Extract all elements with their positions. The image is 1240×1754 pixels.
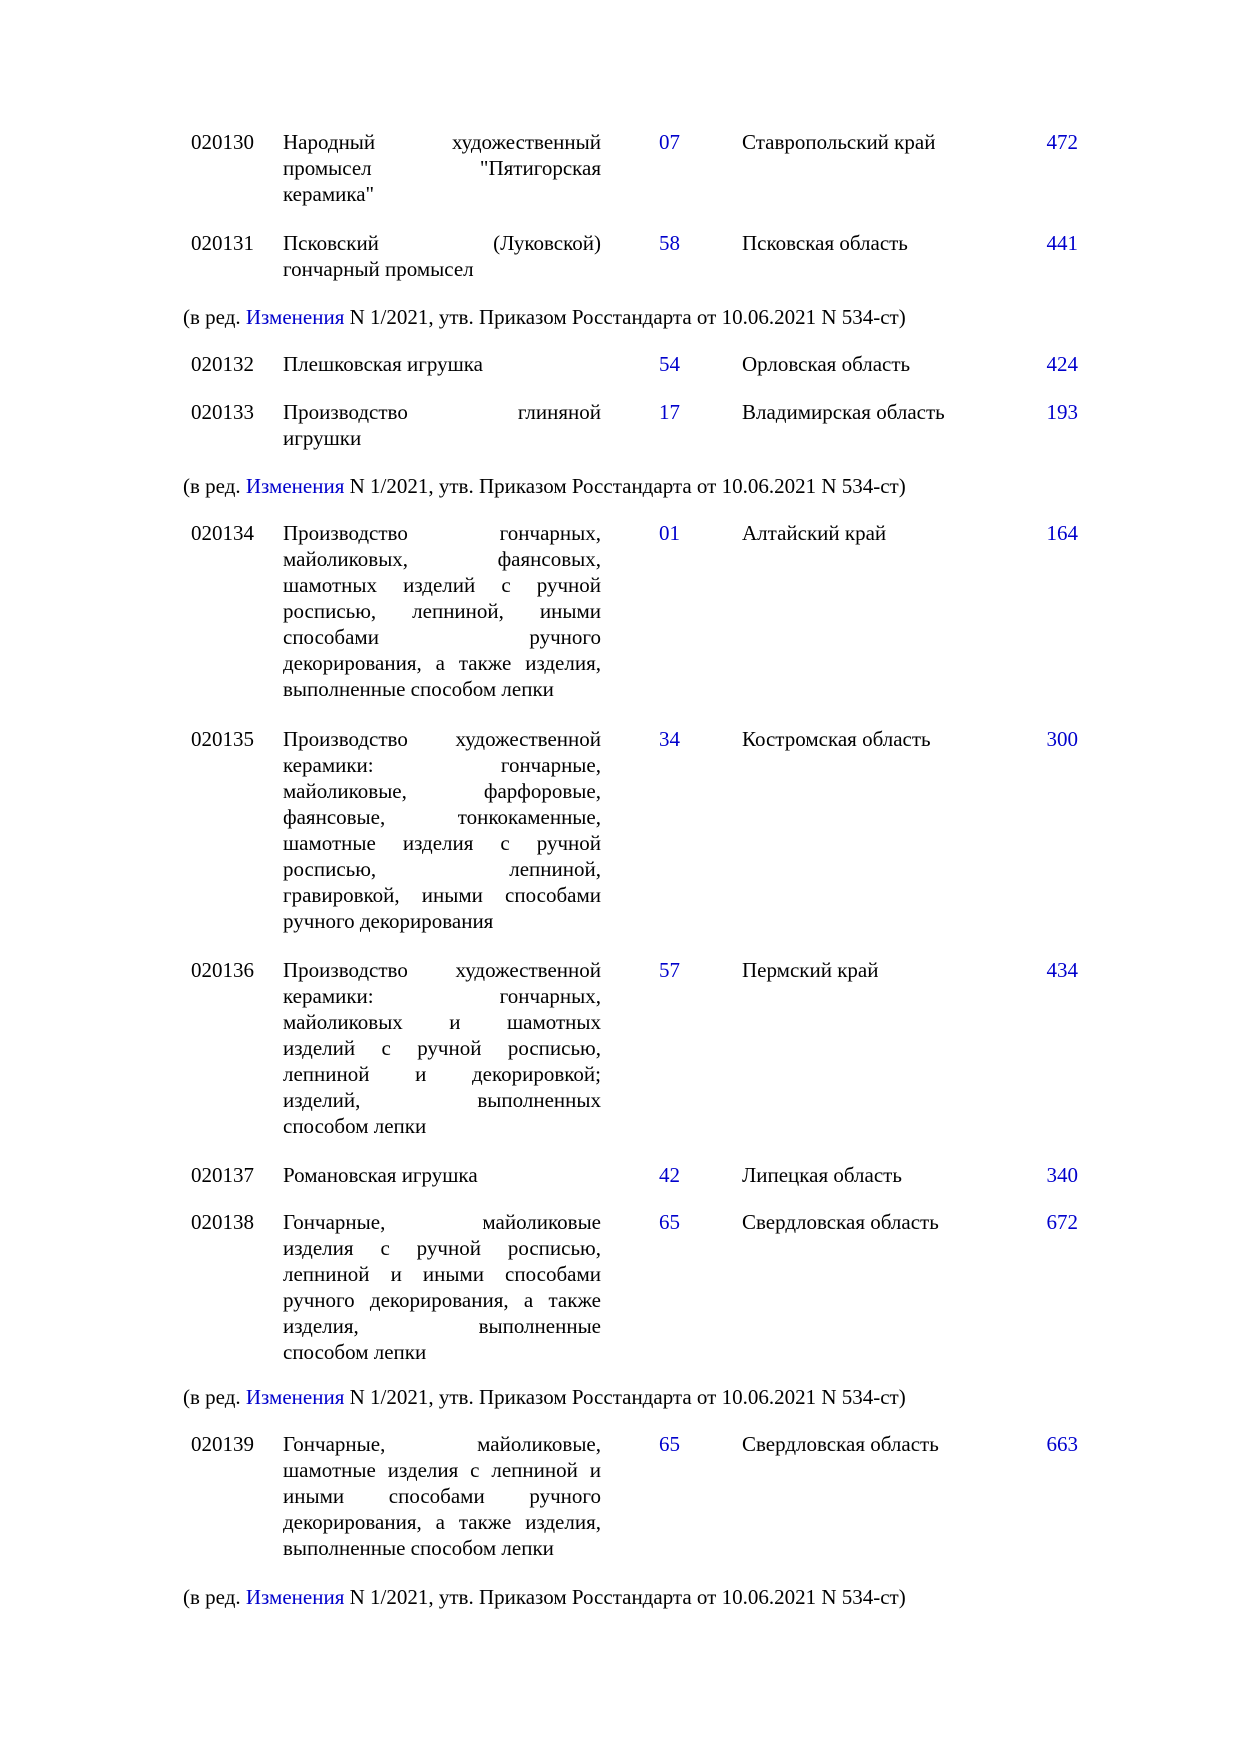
item-name-line: росписью, лепниной, — [283, 857, 601, 881]
item-name — [283, 520, 601, 702]
reference-link[interactable]: 472 — [1046, 130, 1078, 154]
amendment-note-suffix: N 1/2021, утв. Приказом Росстандарта от 10.06.2021 N 534-ст) — [344, 474, 906, 498]
reference-link[interactable]: 441 — [1046, 231, 1078, 255]
reference-link[interactable]: 164 — [1046, 521, 1078, 545]
amendment-note — [183, 1384, 1083, 1410]
item-name-line: Романовская игрушка — [283, 1163, 478, 1187]
region-name: Ставропольский край — [742, 130, 936, 154]
amendment-note-prefix: (в ред. — [183, 305, 246, 329]
region-name: Свердловская область — [742, 1210, 939, 1234]
item-name — [283, 351, 601, 377]
amendment-link[interactable]: Изменения — [245, 1585, 345, 1609]
item-name-line: игрушки — [283, 426, 362, 450]
item-name-line: Гончарные, майоликовые, — [283, 1432, 601, 1456]
item-name — [283, 230, 601, 282]
item-name-line: майоликовые, фарфоровые, — [283, 779, 601, 803]
item-name-line: декорирования, а также изделия, — [283, 651, 601, 675]
item-name-line: Гончарные, майоликовые — [283, 1210, 601, 1234]
reference-link[interactable]: 672 — [1046, 1210, 1078, 1234]
item-name-line: керамика" — [283, 182, 375, 206]
item-name-line: способом лепки — [283, 1340, 427, 1364]
item-name-line: шамотные изделия с лепниной и — [283, 1458, 601, 1482]
region-name: Алтайский край — [742, 521, 887, 545]
region-code-link[interactable]: 58 — [659, 231, 680, 255]
item-name-line: керамики: гончарные, — [283, 753, 601, 777]
region-name: Псковская область — [742, 231, 908, 255]
item-name-line: гончарный промысел — [283, 257, 474, 281]
region-code-link[interactable]: 42 — [659, 1163, 680, 1187]
item-name-line: Псковский (Луковской) — [283, 231, 601, 255]
item-name — [283, 1431, 601, 1561]
item-name-line: керамики: гончарных, — [283, 984, 601, 1008]
item-name — [283, 726, 601, 934]
item-name-line: росписью, лепниной, иными — [283, 599, 601, 623]
item-name-line: декорирования, а также изделия, — [283, 1510, 601, 1534]
amendment-note-prefix: (в ред. — [183, 1385, 246, 1409]
item-name-line: Производство глиняной — [283, 400, 601, 424]
reference-link[interactable]: 300 — [1046, 727, 1078, 751]
item-name-line: лепниной и декорировкой; — [283, 1062, 601, 1086]
reference-link[interactable]: 193 — [1046, 400, 1078, 424]
item-name-line: изделий, выполненных — [283, 1088, 601, 1112]
item-name-line: гравировкой, иными способами — [283, 883, 601, 907]
item-name — [283, 399, 601, 451]
reference-link[interactable]: 424 — [1046, 352, 1078, 376]
reference-link[interactable]: 663 — [1046, 1432, 1078, 1456]
item-code: 020132 — [191, 352, 254, 376]
reference-link[interactable]: 340 — [1046, 1163, 1078, 1187]
item-name-line: майоликовых, фаянсовых, — [283, 547, 601, 571]
region-code-link[interactable]: 07 — [659, 130, 680, 154]
amendment-link[interactable]: Изменения — [245, 305, 345, 329]
region-name: Костромская область — [742, 727, 931, 751]
item-name — [283, 1209, 601, 1365]
item-code: 020138 — [191, 1210, 254, 1234]
item-name-line: выполненные способом лепки — [283, 677, 554, 701]
amendment-note-prefix: (в ред. — [183, 474, 246, 498]
amendment-link[interactable]: Изменения — [245, 1385, 345, 1409]
item-name-line: выполненные способом лепки — [283, 1536, 554, 1560]
item-name-line: ручного декорирования — [283, 909, 494, 933]
item-code: 020136 — [191, 958, 254, 982]
item-name-line: лепниной и иными способами — [283, 1262, 601, 1286]
item-name-line: фаянсовые, тонкокаменные, — [283, 805, 601, 829]
region-name: Свердловская область — [742, 1432, 939, 1456]
region-name: Орловская область — [742, 352, 911, 376]
item-code: 020134 — [191, 521, 254, 545]
item-name — [283, 129, 601, 207]
item-code: 020137 — [191, 1163, 254, 1187]
region-code-link[interactable]: 57 — [659, 958, 680, 982]
item-name-line: ручного декорирования, а также — [283, 1288, 601, 1312]
item-name-line: иными способами ручного — [283, 1484, 601, 1508]
region-name: Липецкая область — [742, 1163, 902, 1187]
region-code-link[interactable]: 01 — [659, 521, 680, 545]
item-name-line: Плешковская игрушка — [283, 352, 483, 376]
item-code: 020139 — [191, 1432, 254, 1456]
amendment-note-prefix: (в ред. — [183, 1585, 246, 1609]
item-name-line: способом лепки — [283, 1114, 427, 1138]
item-name-line: Производство гончарных, — [283, 521, 601, 545]
item-name — [283, 1162, 601, 1188]
reference-link[interactable]: 434 — [1046, 958, 1078, 982]
item-name-line: способами ручного — [283, 625, 601, 649]
region-code-link[interactable]: 65 — [659, 1210, 680, 1234]
item-code: 020135 — [191, 727, 254, 751]
amendment-note-suffix: N 1/2021, утв. Приказом Росстандарта от 10.06.2021 N 534-ст) — [344, 1385, 906, 1409]
item-name-line: майоликовых и шамотных — [283, 1010, 601, 1034]
item-code: 020131 — [191, 231, 254, 255]
item-name-line: изделия, выполненные — [283, 1314, 601, 1338]
item-name-line: Народный художественный — [283, 130, 601, 154]
region-code-link[interactable]: 54 — [659, 352, 680, 376]
amendment-note — [183, 1584, 1083, 1610]
region-code-link[interactable]: 34 — [659, 727, 680, 751]
item-code: 020130 — [191, 130, 254, 154]
amendment-note — [183, 304, 1083, 330]
region-code-link[interactable]: 17 — [659, 400, 680, 424]
amendment-note-suffix: N 1/2021, утв. Приказом Росстандарта от 10.06.2021 N 534-ст) — [344, 1585, 906, 1609]
item-name-line: изделий с ручной росписью, — [283, 1036, 601, 1060]
item-code: 020133 — [191, 400, 254, 424]
amendment-note-suffix: N 1/2021, утв. Приказом Росстандарта от 10.06.2021 N 534-ст) — [344, 305, 906, 329]
item-name-line: Производство художественной — [283, 958, 601, 982]
region-name: Владимирская область — [742, 400, 945, 424]
region-code-link[interactable]: 65 — [659, 1432, 680, 1456]
amendment-note — [183, 473, 1083, 499]
item-name-line: Производство художественной — [283, 727, 601, 751]
item-name-line: шамотные изделия с ручной — [283, 831, 601, 855]
amendment-link[interactable]: Изменения — [245, 474, 345, 498]
item-name-line: изделия с ручной росписью, — [283, 1236, 601, 1260]
item-name-line: промысел "Пятигорская — [283, 156, 601, 180]
item-name — [283, 957, 601, 1139]
item-name-line: шамотных изделий с ручной — [283, 573, 601, 597]
region-name: Пермский край — [742, 958, 879, 982]
